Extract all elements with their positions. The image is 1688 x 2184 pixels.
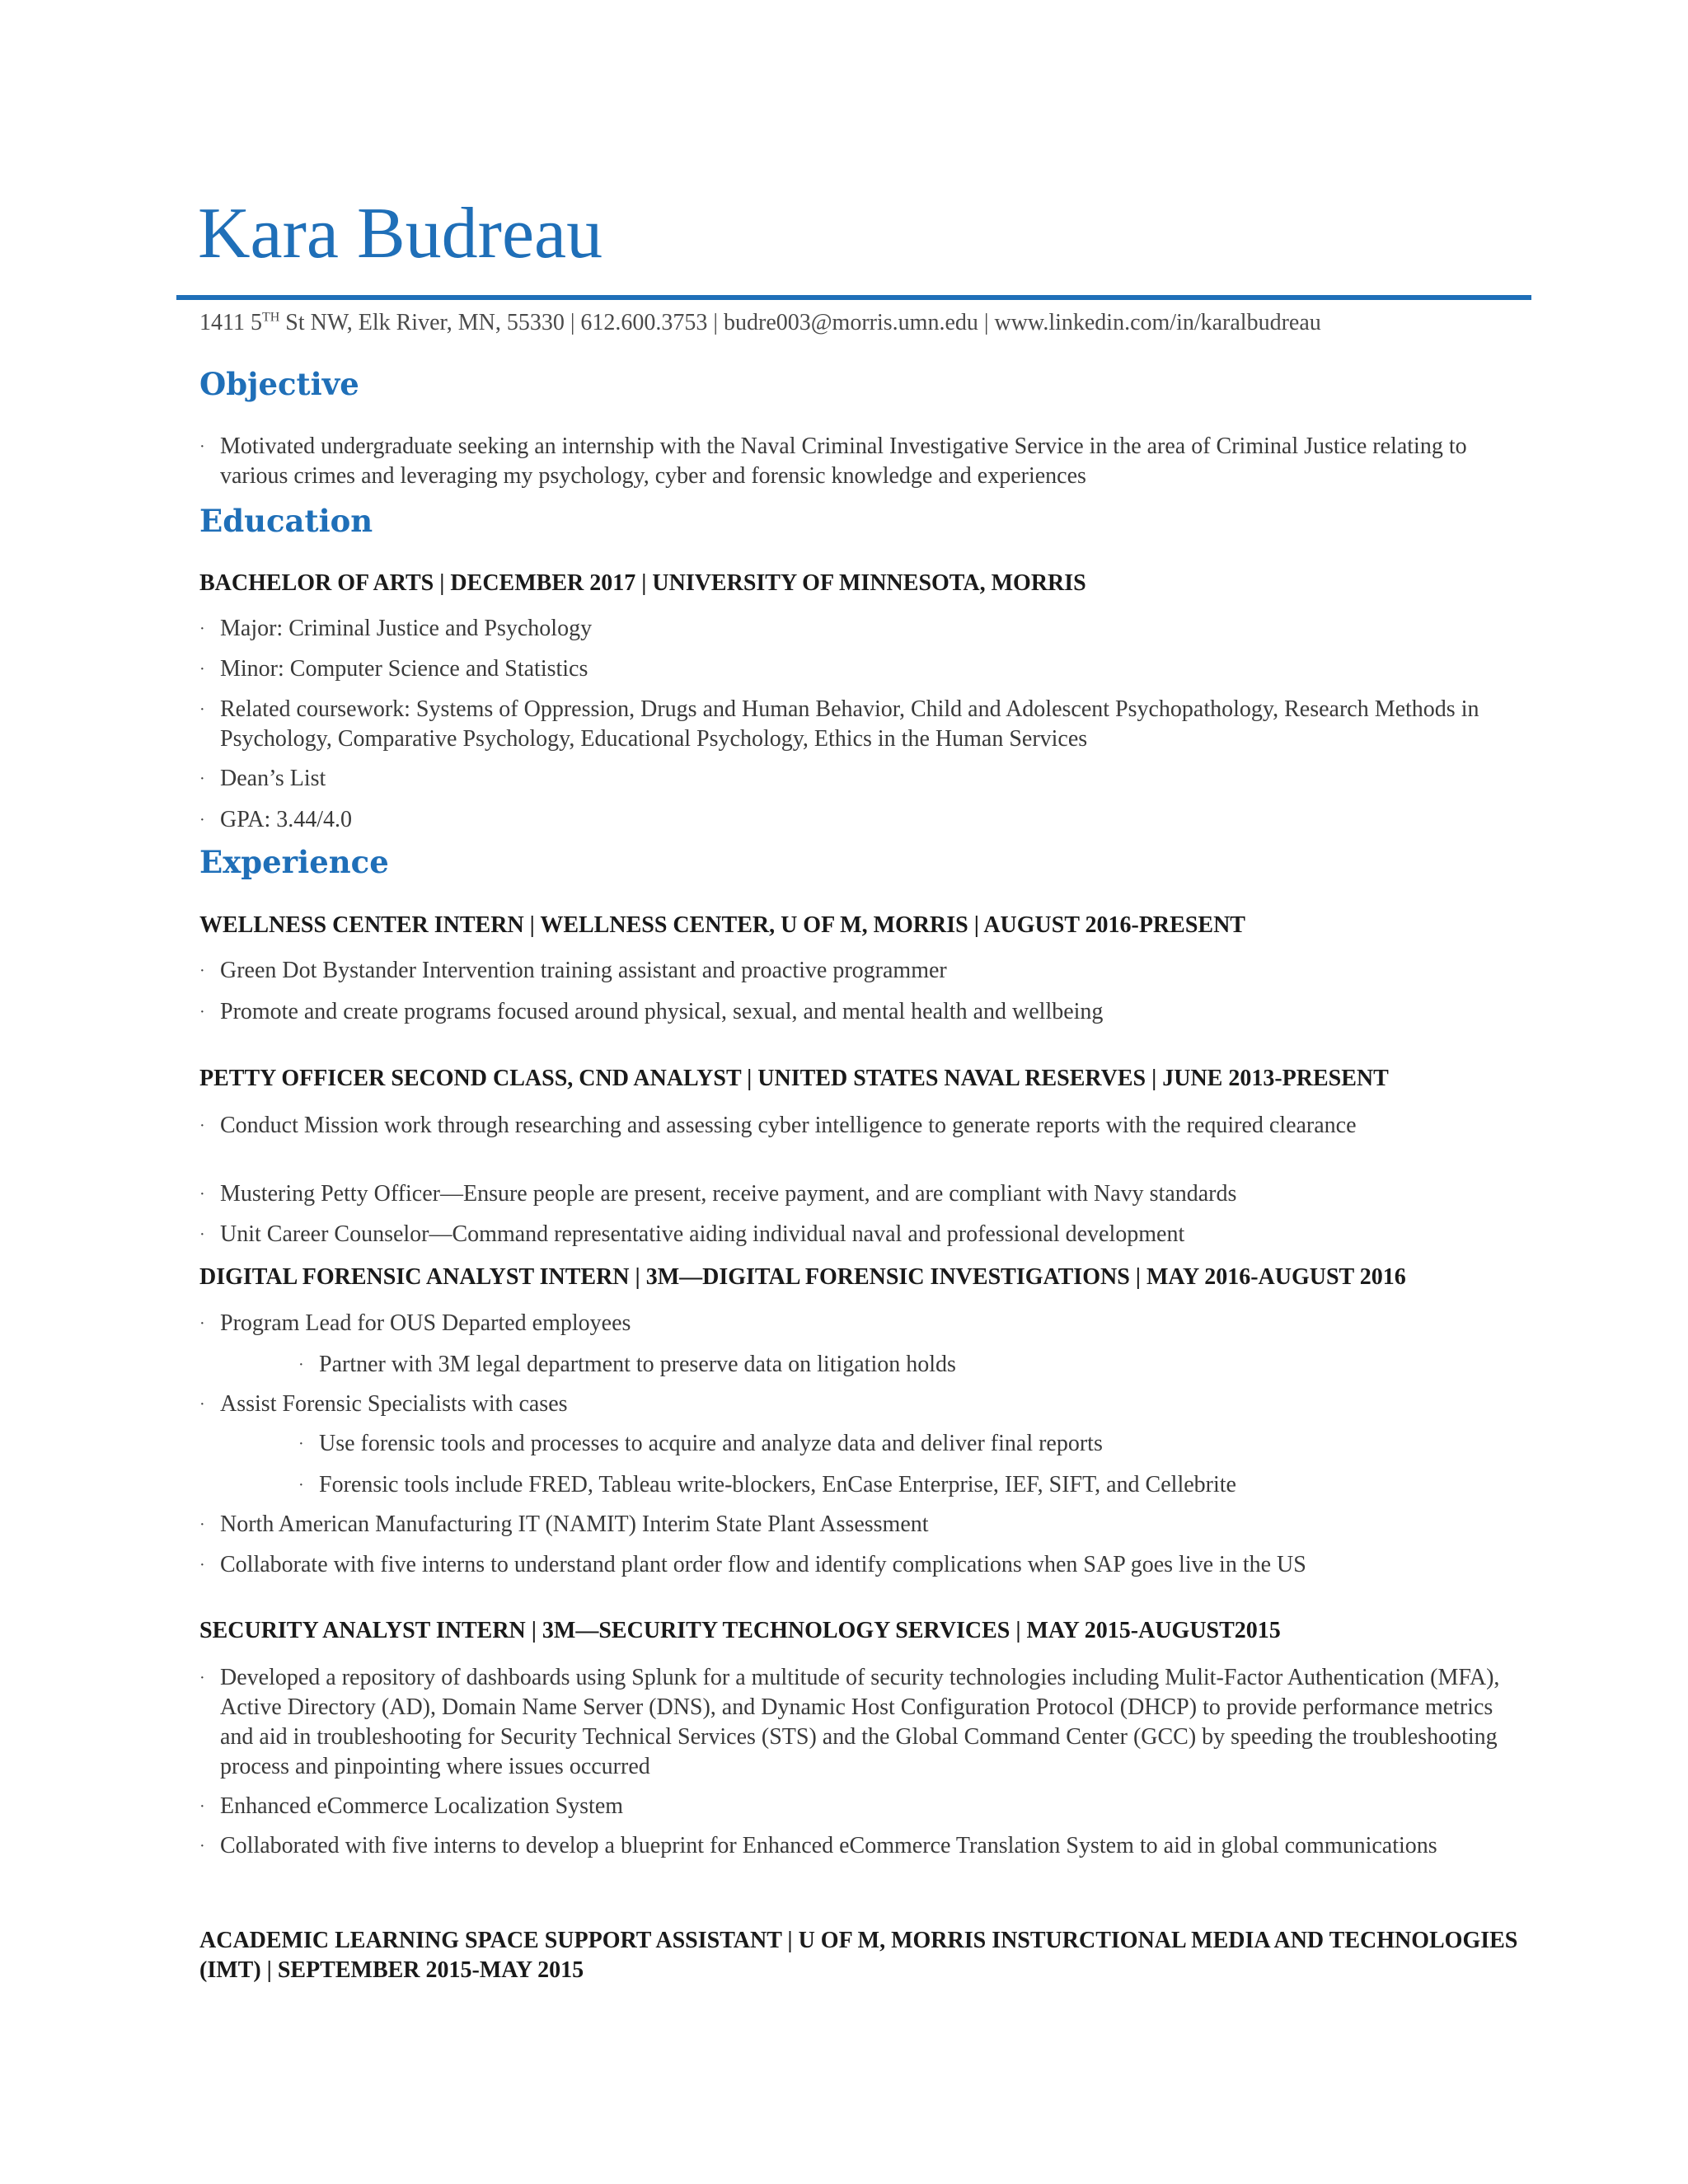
job-bullet: · Collaborate with five interns to understand plant order flow and identify complications when SAP goes live in the US bbox=[199, 1552, 1306, 1577]
job-bullet: · Mustering Petty Officer—Ensure people are present, receive payment, and are compliant with Navy standards bbox=[199, 1181, 1237, 1207]
contact-address-rest: St NW, Elk River, MN, 55330 | 612.600.3753 | budre003@morris.umn.edu | www.linkedin.com/in/karalbudreau bbox=[279, 310, 1321, 335]
job-title: DIGITAL FORENSIC ANALYST INTERN | 3M—DIGITAL FORENSIC INVESTIGATIONS | MAY 2016-AUGUST 2016 bbox=[199, 1264, 1406, 1290]
education-bullet: · Major: Criminal Justice and Psychology bbox=[199, 616, 593, 641]
education-bullet: · GPA: 3.44/4.0 bbox=[199, 807, 353, 832]
objective-heading: Objective bbox=[199, 366, 359, 402]
job-bullet: · Developed a repository of dashboards using Splunk for a multitude of security technologies including Mulit-Factor Authentication (MFA), Active Directory (AD), Domain Name Server (DNS), and Dynamic Host Configuration Protocol (DHCP) to provide performance metrics and aid in troubleshooting for Security Technical Services (STS) and the Global Command Center (GCC) by speeding the troubleshooting process and pinpointing where issues occurred bbox=[199, 1665, 1500, 1779]
job-sub-bullet: · Forensic tools include FRED, Tableau write-blockers, EnCase Enterprise, IEF, SIFT, and Cellebrite bbox=[298, 1472, 1236, 1497]
degree-title: BACHELOR OF ARTS | DECEMBER 2017 | UNIVERSITY OF MINNESOTA, MORRIS bbox=[199, 570, 1086, 596]
job-bullet: · Unit Career Counselor—Command representative aiding individual naval and professional development bbox=[199, 1221, 1185, 1247]
job-sub-bullet: · Use forensic tools and processes to acquire and analyze data and deliver final reports bbox=[298, 1431, 1103, 1456]
contact-address-start: 1411 5 bbox=[199, 310, 262, 335]
job-title: WELLNESS CENTER INTERN | WELLNESS CENTER, U OF M, MORRIS | AUGUST 2016-PRESENT bbox=[199, 912, 1245, 938]
education-bullet: · Dean’s List bbox=[199, 766, 326, 791]
job-sub-bullet: · Partner with 3M legal department to preserve data on litigation holds bbox=[298, 1352, 956, 1377]
education-heading: Education bbox=[199, 503, 373, 539]
job-bullet: · Green Dot Bystander Intervention training assistant and proactive programmer bbox=[199, 958, 947, 983]
education-bullet: · Related coursework: Systems of Oppression, Drugs and Human Behavior, Child and Adolescent Psychopathology, Research Methods in Psychology, Comparative Psychology, Educational Psychology, Ethics in the Human Services bbox=[199, 696, 1479, 752]
education-bullet: · Minor: Computer Science and Statistics bbox=[199, 656, 588, 682]
experience-heading: Experience bbox=[199, 844, 389, 880]
objective-bullet: · Motivated undergraduate seeking an internship with the Naval Criminal Investigative Service in the area of Criminal Justice relating to various crimes and leveraging my psychology, cyber and forensic knowledge and experiences bbox=[199, 434, 1467, 489]
job-title: ACADEMIC LEARNING SPACE SUPPORT ASSISTANT | U OF M, MORRIS INSTURCTIONAL MEDIA AND TECHNOLOGIES (IMT) | SEPTEMBER 2015-MAY 2015 bbox=[199, 1928, 1518, 1983]
job-bullet: · Program Lead for OUS Departed employees bbox=[199, 1310, 631, 1336]
job-bullet: · Conduct Mission work through researching and assessing cyber intelligence to generate reports with the required clearance bbox=[199, 1113, 1357, 1138]
job-bullet: · North American Manufacturing IT (NAMIT) Interim State Plant Assessment bbox=[199, 1511, 929, 1537]
job-bullet: · Collaborated with five interns to develop a blueprint for Enhanced eCommerce Translation System to aid in global communications bbox=[199, 1833, 1437, 1858]
contact-superscript: TH bbox=[261, 310, 280, 325]
job-title: PETTY OFFICER SECOND CLASS, CND ANALYST | UNITED STATES NAVAL RESERVES | JUNE 2013-PRESENT bbox=[199, 1066, 1389, 1091]
header-divider bbox=[176, 295, 1531, 300]
contact-line bbox=[199, 310, 1321, 336]
job-bullet: · Enhanced eCommerce Localization System bbox=[199, 1793, 624, 1819]
job-bullet: · Promote and create programs focused around physical, sexual, and mental health and wellbeing bbox=[199, 999, 1104, 1024]
job-title: SECURITY ANALYST INTERN | 3M—SECURITY TECHNOLOGY SERVICES | MAY 2015-AUGUST2015 bbox=[199, 1618, 1281, 1643]
job-bullet: · Assist Forensic Specialists with cases bbox=[199, 1391, 568, 1417]
candidate-name: Kara Budreau bbox=[198, 194, 603, 274]
bullet-dot: · bbox=[199, 438, 205, 456]
